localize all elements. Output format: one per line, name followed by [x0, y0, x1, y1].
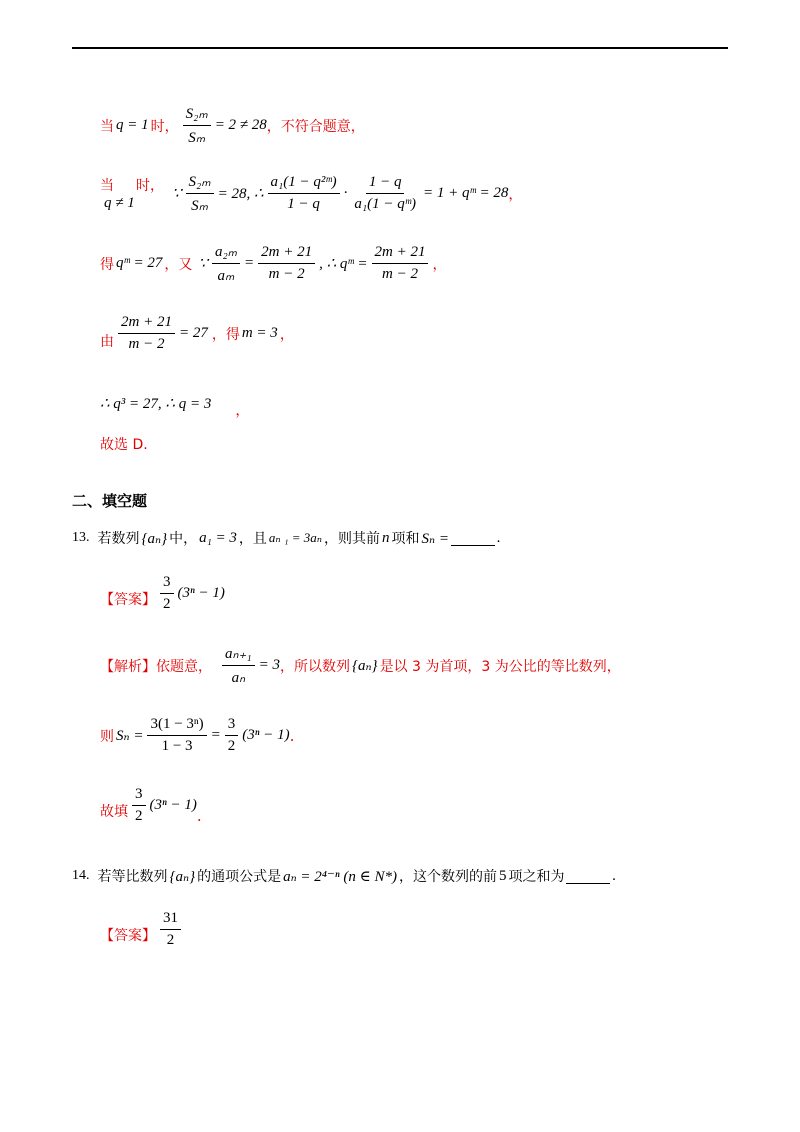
fraction-2m21-over-m2 — [372, 244, 429, 283]
condition-q-not-1: q ≠ 1 — [104, 195, 135, 211]
question-text: 项之和为 — [508, 869, 565, 885]
question-14 — [72, 866, 616, 886]
period: . — [612, 867, 617, 884]
conclusion-text: 故选 D. — [100, 437, 148, 453]
fraction-denominator: m − 2 — [382, 266, 418, 282]
analysis-text: 是以 3 为首项，3 为公比的等比数列， — [379, 658, 621, 675]
fraction-denominator: a₁(1 − qᵐ) — [354, 196, 416, 212]
fraction-numerator: 3 — [225, 716, 239, 736]
dot-operator: · — [343, 185, 348, 201]
fraction-numerator: S₂ₘ — [186, 172, 214, 194]
fraction-denominator: Sₘ — [188, 130, 206, 146]
fraction-numerator: a₂ₘ — [212, 242, 240, 264]
fraction-sum — [147, 716, 206, 755]
equals-3: = 3 — [258, 657, 280, 673]
fraction-denominator: m − 2 — [268, 266, 305, 282]
q13-answer — [100, 574, 225, 613]
because-symbol: ∵ — [172, 186, 182, 202]
comma: ， — [508, 186, 523, 203]
analysis-tag: 【解析】 — [100, 658, 156, 675]
question-text: ，这个数列的前 — [398, 869, 497, 885]
question-text: 若数列 — [97, 531, 140, 547]
text-shi: 时， — [150, 118, 179, 135]
period: . — [289, 726, 295, 745]
fraction-inverse-sum — [351, 174, 419, 213]
q13-analysis — [100, 644, 621, 687]
fraction-numerator: 2m + 21 — [118, 314, 175, 334]
general-term-formula: aₙ = 2⁴⁻ⁿ (n ∈ N*) — [283, 868, 397, 885]
question-number: 14. — [72, 868, 90, 883]
fraction-denominator: 2 — [166, 932, 175, 948]
variable-n: n — [382, 529, 390, 546]
text-de: 得 — [100, 256, 114, 273]
fraction-s2m-over-sm — [183, 104, 211, 147]
fraction-3-over-2 — [132, 786, 146, 825]
fraction-2m21-over-m2 — [118, 314, 175, 353]
equation-rest: = 2 ≠ 28 — [214, 117, 267, 133]
fraction-numerator: S₂ₘ — [183, 104, 211, 126]
fraction-denominator: 1 − 3 — [161, 738, 193, 754]
comma: ， — [235, 403, 250, 419]
header-rule — [72, 47, 728, 49]
equals-27: = 27 — [178, 325, 208, 341]
fraction-numerator: 3 — [132, 786, 146, 806]
equation-q-3: ∴ q³ = 27, ∴ q = 3 — [100, 395, 212, 412]
question-text: 中， — [169, 531, 198, 547]
fraction-denominator: m − 2 — [128, 336, 165, 352]
question-text: 若等比数列 — [97, 869, 168, 885]
sum-expression: (3ⁿ − 1) — [242, 727, 290, 743]
fraction-numerator: 2m + 21 — [372, 244, 429, 264]
fraction-a2m-over-am — [212, 242, 240, 285]
question-number: 13. — [72, 530, 90, 545]
text-when: 当 — [100, 178, 114, 194]
fraction-numerator: 3 — [160, 574, 174, 594]
period: . — [196, 807, 202, 825]
sequence-symbol: {aₙ} — [141, 530, 168, 547]
fraction-s2m-over-sm — [186, 172, 214, 215]
solution-line-1 — [100, 104, 365, 147]
solution-line-2 — [100, 172, 522, 215]
first-term: a₁ = 3 — [199, 529, 237, 546]
question-text: ，且 — [238, 531, 267, 547]
fraction-numerator: aₙ₊₁ — [222, 644, 255, 666]
solution-line-5 — [100, 386, 249, 420]
fraction-3-over-2 — [160, 574, 174, 613]
equation-m-3: m = 3 — [241, 325, 278, 341]
equals-sign: = — [210, 727, 221, 743]
recurrence: aₙ ₁ = 3aₙ — [268, 530, 323, 545]
question-text: 的通项公式是 — [197, 869, 282, 885]
fraction-denominator: aₘ — [217, 268, 235, 284]
q13-sum-formula — [100, 716, 294, 755]
fraction-denominator: 2 — [135, 808, 143, 824]
fraction-2m21-over-m2 — [258, 244, 315, 283]
fraction-denominator: 1 − q — [287, 196, 320, 212]
text-not-valid: ，不符合题意， — [266, 118, 365, 135]
because-symbol: ∵ — [198, 256, 208, 272]
solution-line-6 — [100, 434, 148, 454]
equals-sign: = — [244, 255, 255, 271]
sum-sn: Sₙ = — [421, 530, 449, 547]
text-ze: 则 — [100, 728, 114, 745]
fraction-denominator: 2 — [163, 596, 171, 612]
fill-expression: (3ⁿ − 1) — [149, 797, 197, 813]
fraction-denominator: 2 — [227, 738, 236, 754]
comma: ， — [432, 256, 447, 273]
answer-blank — [451, 531, 495, 546]
condition-q-equals-1: q = 1 — [116, 117, 149, 133]
fraction-numerator: 1 − q — [366, 174, 405, 194]
period: . — [496, 529, 501, 546]
fraction-numerator: 2m + 21 — [258, 244, 315, 264]
analysis-text: 依题意， — [156, 658, 212, 675]
equation-qm-27: qᵐ = 27 — [116, 255, 163, 271]
text-you: ，又 — [164, 256, 193, 273]
question-text: ，则其前 — [324, 531, 381, 547]
question-text: 项和 — [391, 531, 420, 547]
fraction-3-over-2 — [225, 716, 239, 755]
q13-fill — [100, 786, 202, 825]
therefore-qm: , ∴ qᵐ = — [319, 256, 368, 272]
equation-end: = 1 + qᵐ = 28 — [422, 185, 509, 201]
fraction-ratio — [222, 644, 255, 687]
text-shi: 时， — [136, 178, 164, 194]
fraction-31-over-2 — [160, 910, 181, 949]
answer-expression: (3ⁿ − 1) — [177, 585, 225, 601]
answer-tag: 【答案】 — [100, 592, 156, 608]
fraction-denominator: aₙ — [231, 670, 246, 686]
section-title: 二、填空题 — [72, 492, 148, 510]
solution-line-4 — [100, 314, 294, 353]
count-five: 5 — [498, 867, 507, 884]
q14-answer — [100, 910, 185, 949]
sum-lhs: Sₙ = — [116, 728, 144, 744]
fraction-numerator: a₁(1 − q²ᵐ) — [268, 174, 340, 194]
question-13 — [72, 528, 501, 548]
answer-tag: 【答案】 — [100, 928, 156, 944]
text-you: 由 — [100, 334, 114, 350]
fraction-numerator: 31 — [160, 910, 181, 930]
fraction-denominator: Sₘ — [191, 198, 208, 214]
sequence-symbol: {aₙ} — [169, 868, 196, 885]
fraction-sum-formula — [268, 174, 340, 213]
answer-blank — [566, 869, 610, 884]
equation-mid: = 28, ∴ — [217, 186, 264, 202]
text-when: 当 — [100, 118, 114, 135]
solution-line-3 — [100, 242, 446, 285]
text-de: ，得 — [211, 326, 240, 343]
condition-block — [100, 175, 164, 212]
sequence-symbol: {aₙ} — [351, 658, 378, 674]
analysis-text: ，所以数列 — [279, 658, 350, 675]
fraction-numerator: 3(1 − 3ⁿ) — [147, 716, 206, 736]
text-fill: 故填 — [100, 804, 128, 820]
comma: ， — [279, 326, 294, 343]
